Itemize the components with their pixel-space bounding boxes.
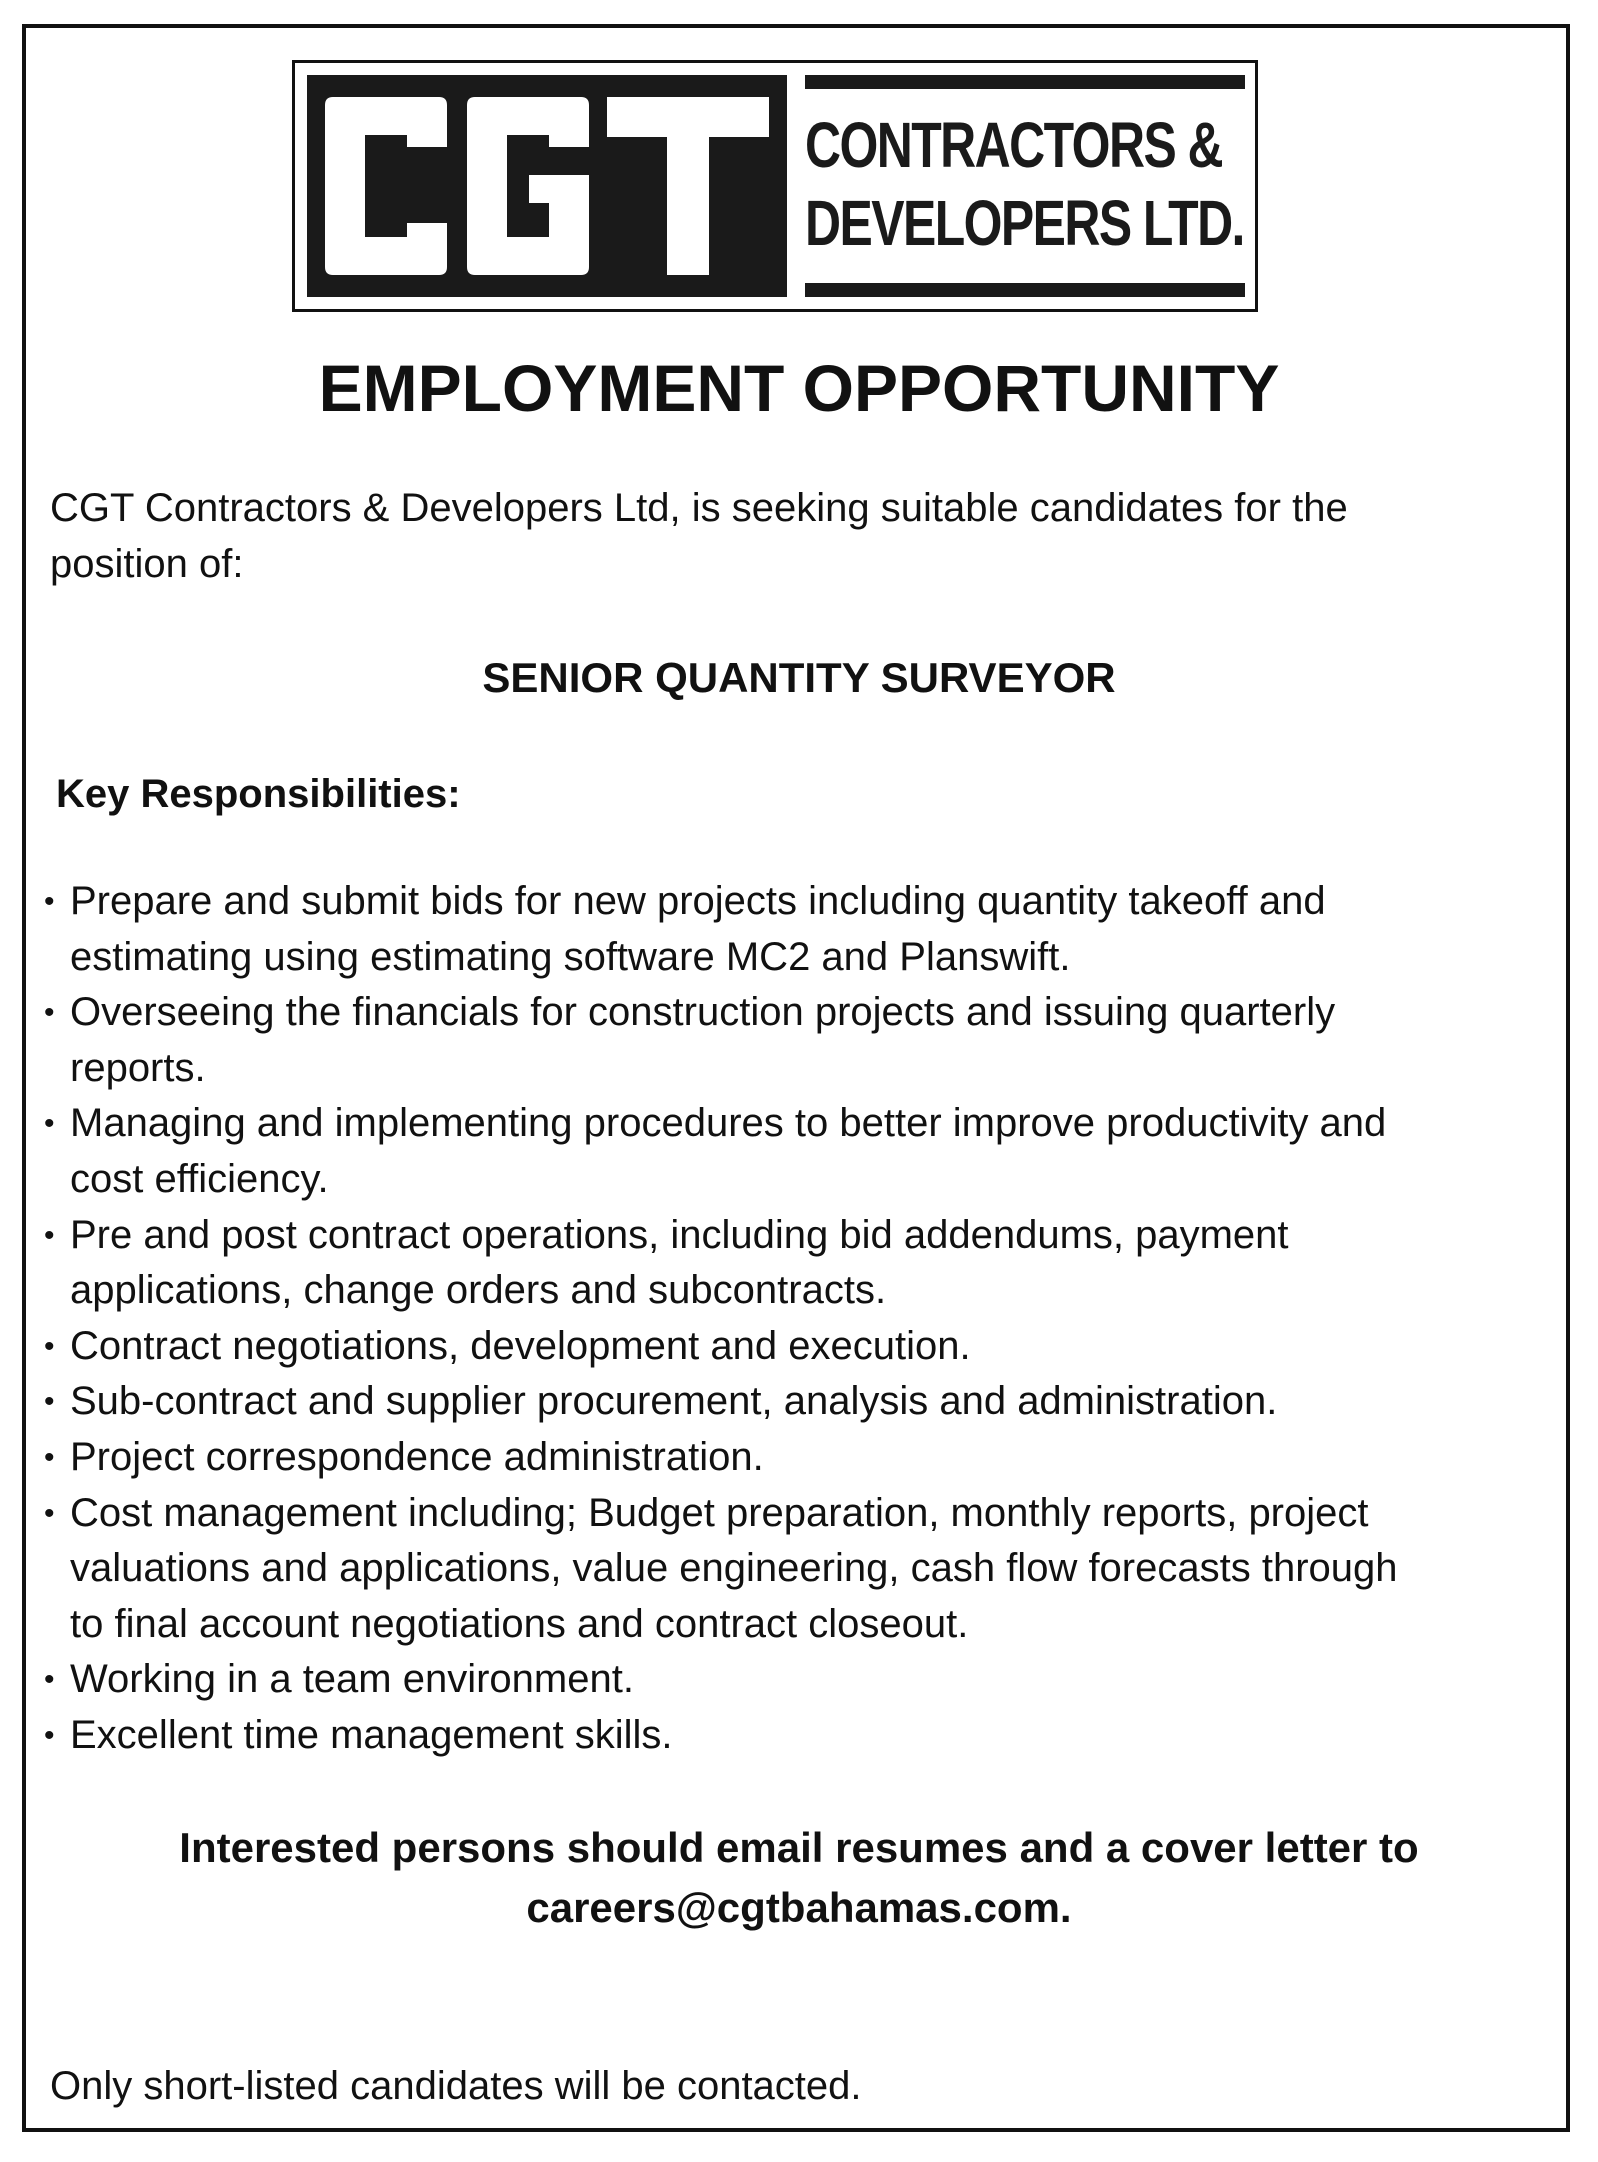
key-responsibilities-heading: Key Responsibilities: <box>56 772 461 816</box>
logo-mark-cgt <box>307 75 787 297</box>
responsibility-item <box>44 1486 1554 1653</box>
responsibility-line: Overseeing the financials for construction projects and issuing quarterly <box>70 990 1336 1035</box>
responsibility-item <box>44 1652 1554 1708</box>
responsibility-item <box>44 1430 1554 1486</box>
responsibility-line: Prepare and submit bids for new projects including quantity takeoff and <box>70 879 1326 923</box>
responsibility-line: cost efficiency. <box>70 1156 329 1201</box>
responsibility-item <box>44 874 1554 985</box>
bullet-icon: • <box>44 1218 55 1252</box>
footer-note: Only short-listed candidates will be contacted. <box>50 2064 862 2108</box>
logo-mark-block <box>307 75 787 297</box>
responsibility-line: applications, change orders and subcontracts. <box>70 1268 887 1313</box>
logo-wordmark <box>805 75 1245 297</box>
position-title: SENIOR QUANTITY SURVEYOR <box>482 654 1116 701</box>
bullet-icon: • <box>44 1496 55 1530</box>
bullet-icon: • <box>44 885 55 918</box>
page-title: EMPLOYMENT OPPORTUNITY <box>318 351 1280 425</box>
logo-bar-bottom <box>805 283 1245 297</box>
responsibility-item <box>44 1096 1554 1207</box>
intro-line-2: position of: <box>50 542 244 586</box>
bullet-icon: • <box>44 1718 55 1752</box>
cta-line-1: Interested persons should email resumes and a cover letter to <box>179 1824 1419 1871</box>
responsibility-line: Working in a team environment. <box>70 1657 634 1702</box>
responsibility-line: Managing and implementing procedures to better improve productivity and <box>70 1101 1387 1146</box>
intro-paragraph <box>50 480 1530 592</box>
logo-line-2: DEVELOPERS LTD. <box>805 187 1244 259</box>
responsibility-line: Project correspondence administration. <box>70 1434 764 1479</box>
intro-line-1: CGT Contractors & Developers Ltd, is seeking suitable candidates for the <box>50 486 1348 530</box>
responsibility-item <box>44 985 1554 1096</box>
call-to-action <box>40 1818 1558 1938</box>
responsibility-line: to final account negotiations and contract closeout. <box>70 1601 969 1646</box>
logo-bar-top <box>805 75 1245 89</box>
company-logo <box>292 60 1258 312</box>
responsibility-line: Excellent time management skills. <box>70 1712 673 1757</box>
bullet-icon: • <box>44 1440 55 1474</box>
responsibility-line: Pre and post contract operations, including bid addendums, payment <box>70 1212 1289 1257</box>
responsibility-line: Cost management including; Budget preparation, monthly reports, project <box>70 1490 1369 1535</box>
bullet-icon: • <box>44 1329 55 1363</box>
responsibility-line: valuations and applications, value engineering, cash flow forecasts through <box>70 1546 1398 1591</box>
responsibility-line: Sub-contract and supplier procurement, analysis and administration. <box>70 1379 1278 1424</box>
bullet-icon: • <box>44 1107 55 1141</box>
responsibility-line: estimating using estimating software MC2 and Planswift. <box>70 934 1071 979</box>
bullet-icon: • <box>44 1663 55 1697</box>
responsibilities-list <box>44 874 1554 1764</box>
bullet-icon: • <box>44 1385 55 1419</box>
responsibility-line: Contract negotiations, development and execution. <box>70 1323 971 1368</box>
responsibility-item <box>44 1319 1554 1375</box>
responsibility-item <box>44 1374 1554 1430</box>
responsibility-item <box>44 1708 1554 1764</box>
bullet-icon: • <box>44 996 55 1030</box>
responsibility-line: reports. <box>70 1045 206 1090</box>
logo-line-1: CONTRACTORS & <box>805 109 1222 181</box>
cta-email: careers@cgtbahamas.com. <box>526 1884 1072 1931</box>
responsibility-item <box>44 1208 1554 1319</box>
